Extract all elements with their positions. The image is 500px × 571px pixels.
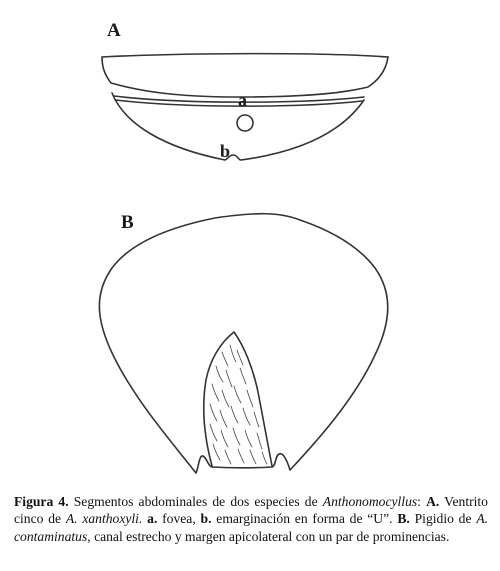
caption-species-b: A. contaminatus	[14, 511, 489, 544]
caption-text-7: Pigidio de	[409, 511, 477, 527]
caption-text-8: , canal estrecho y margen apicolateral con un par de prominencias.	[87, 528, 450, 544]
channel-setae	[210, 345, 267, 464]
caption-text-2: :	[417, 494, 427, 509]
caption-text-6: emarginación en forma de “U”.	[211, 511, 398, 527]
caption-text-3: Ventrito cinco de	[14, 494, 488, 527]
pygidium-outline	[99, 214, 387, 473]
caption-genus: Anthonomocyllus	[322, 494, 418, 509]
caption-text-5: fovea,	[157, 511, 201, 527]
caption-b-lower: b.	[200, 511, 212, 527]
caption-a-lower: a.	[147, 511, 158, 527]
ventrite-drawing	[102, 54, 388, 161]
pygidium-drawing	[99, 214, 387, 473]
caption-species-a: A. xanthoxyli.	[65, 511, 143, 527]
caption-figure-number: Figura 4.	[14, 494, 69, 509]
figure-caption	[14, 493, 488, 545]
caption-text-1: Segmentos abdominales de dos especies de	[68, 494, 323, 509]
panel-b-label: B	[121, 212, 134, 233]
fovea-circle	[237, 115, 253, 131]
caption-b-marker: B.	[397, 511, 410, 527]
point-b-label: b	[220, 141, 231, 161]
caption-a-marker: A.	[426, 494, 440, 509]
point-a-label: a	[238, 90, 247, 110]
panel-a-label: A	[107, 20, 121, 41]
ventrite-upper-rim	[102, 54, 388, 57]
